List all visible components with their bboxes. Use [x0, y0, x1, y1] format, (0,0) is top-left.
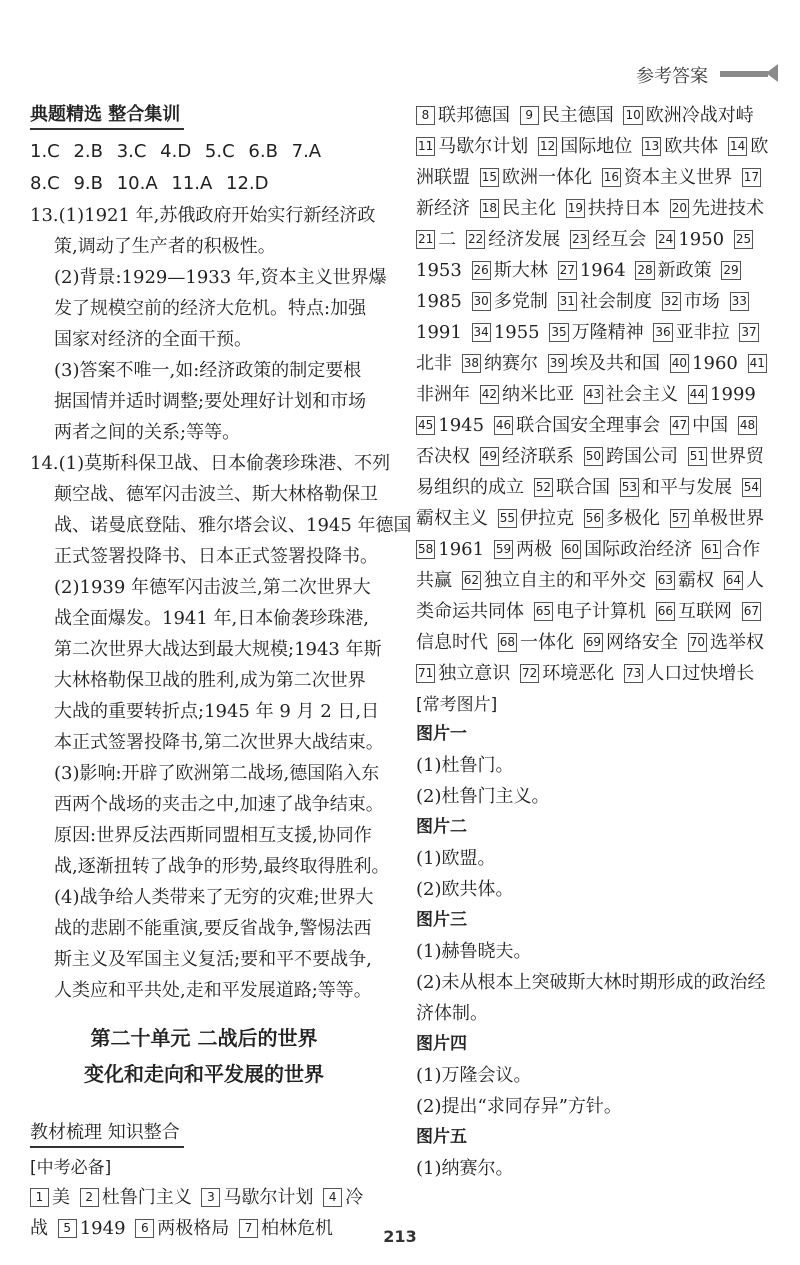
q13-line: (3)答案不唯一,如:经济政策的制定要根 [54, 360, 362, 381]
knowledge-item [662, 291, 730, 312]
q13-line: 两者之间的关系;等等。 [54, 422, 241, 443]
item-number-box: 60 [562, 540, 581, 559]
item-text: 多党制 [493, 291, 548, 312]
item-text: 1991 [416, 322, 462, 343]
item-number-box: 23 [570, 230, 589, 249]
picture-answers [416, 719, 772, 1184]
item-text: 埃及共和国 [570, 353, 661, 374]
item-number-box: 15 [480, 168, 499, 187]
item-text: 经济发展 [488, 229, 561, 250]
item-number-box: 62 [462, 571, 481, 590]
knowledge-item [520, 105, 624, 126]
picture-answer-line: (2)欧共体。 [416, 879, 514, 900]
item-text: 两极格局 [157, 1218, 230, 1239]
knowledge-item [558, 260, 636, 281]
item-text: 霸权 [678, 570, 715, 591]
knowledge-item [642, 136, 728, 157]
picture-answer-line: (1)万隆会议。 [416, 1065, 532, 1086]
item-text: 中国 [692, 415, 729, 436]
item-number-box: 68 [498, 633, 517, 652]
item-text: 国际地位 [560, 136, 633, 157]
item-text: 选举权 [710, 632, 765, 653]
picture-title: 图片五 [416, 1127, 467, 1147]
knowledge-item [624, 663, 754, 684]
knowledge-item [688, 384, 756, 405]
item-number-box: 9 [520, 106, 539, 125]
knowledge-item [623, 105, 753, 126]
item-text: 欧洲联盟 [416, 136, 769, 188]
q14-line: (4)战争给人类带来了无穷的灾难;世界大 [54, 887, 374, 908]
picture-answer-line: (1)纳赛尔。 [416, 1158, 514, 1179]
item-text: 联合国 [556, 477, 611, 498]
knowledge-item [670, 198, 764, 219]
knowledge-item [566, 198, 670, 219]
item-number-box: 72 [520, 664, 539, 683]
item-text: 环境恶化 [542, 663, 615, 684]
item-number-box: 30 [472, 292, 491, 311]
item-number-box: 64 [724, 571, 743, 590]
item-number-box: 5 [58, 1219, 77, 1238]
item-number-box: 18 [480, 199, 499, 218]
item-text: 跨国公司 [606, 446, 679, 467]
item-text: 1945 [438, 415, 485, 436]
item-number-box: 55 [498, 509, 517, 528]
knowledge-item [480, 446, 584, 467]
knowledge-item [498, 508, 584, 529]
item-text: 纳赛尔 [484, 353, 539, 374]
item-text: 单极世界 [692, 508, 765, 529]
item-text: 美 [52, 1187, 70, 1208]
knowledge-item [494, 539, 562, 560]
knowledge-item [534, 477, 620, 498]
knowledge-item [462, 570, 656, 591]
item-text: 1961 [438, 539, 485, 560]
knowledge-item [534, 601, 656, 622]
item-number-box: 24 [656, 230, 675, 249]
q14-line: 战的悲剧不能重演,要反省战争,警惕法西 [54, 918, 372, 939]
knowledge-item [462, 353, 548, 374]
q14-line: 战、诺曼底登陆、雅尔塔会议、1945 年德国 [54, 515, 412, 536]
q13-line: 国家对经济的全面干预。 [54, 329, 252, 350]
item-text: 多极化 [606, 508, 661, 529]
item-text: 和平与发展 [642, 477, 733, 498]
item-text: 霸权主义 [416, 508, 488, 529]
knowledge-item [30, 1187, 80, 1208]
knowledge-item [416, 415, 494, 436]
item-text: 万隆精神 [571, 322, 644, 343]
knowledge-item [584, 446, 688, 467]
knowledge-item [584, 508, 670, 529]
item-number-box: 4 [323, 1188, 342, 1207]
question-13 [30, 200, 387, 448]
unit-title-line-1: 第二十单元 二战后的世界 [90, 1026, 318, 1050]
item-number-box: 33 [730, 292, 749, 311]
item-number-box: 12 [538, 137, 557, 156]
knowledge-item [584, 632, 688, 653]
item-number-box: 45 [416, 416, 435, 435]
item-number-box: 67 [742, 602, 761, 621]
item-number-box: 51 [688, 447, 707, 466]
item-text: 非洲年 [416, 384, 470, 405]
item-number-box: 44 [688, 385, 707, 404]
q13-line: 13.(1)1921 年,苏俄政府开始实行新经济政 [30, 205, 376, 226]
q14-line: 大战的重要转折点;1945 年 9 月 2 日,日 [54, 701, 380, 722]
item-number-box: 73 [624, 664, 643, 683]
knowledge-item [670, 508, 764, 529]
item-text: 否决权 [416, 446, 470, 467]
knowledge-item [653, 322, 739, 343]
picture-title: 图片四 [416, 1034, 467, 1054]
item-number-box: 65 [534, 602, 553, 621]
q14-line: 正式签署投降书、日本正式签署投降书。 [54, 546, 378, 567]
q13-line: (2)背景:1929—1933 年,资本主义世界爆 [54, 267, 387, 288]
item-number-box: 11 [416, 137, 435, 156]
item-number-box: 6 [135, 1219, 154, 1238]
item-number-box: 47 [670, 416, 689, 435]
item-number-box: 14 [728, 137, 747, 156]
item-text: 一体化 [520, 632, 575, 653]
choice-answers-row-2: 8.C 9.B 10.A 11.A 12.D [30, 173, 269, 194]
picture-answer-line: (2)杜鲁门主义。 [416, 786, 550, 807]
item-number-box: 7 [239, 1219, 258, 1238]
item-number-box: 21 [416, 230, 435, 249]
knowledge-item [558, 291, 662, 312]
item-text: 纳米比亚 [502, 384, 575, 405]
item-text: 社会主义 [606, 384, 679, 405]
item-text: 世界贸易组织的成立 [416, 446, 765, 498]
item-number-box: 16 [602, 168, 621, 187]
knowledge-item [416, 105, 520, 126]
q14-line: 颠空战、德军闪击波兰、斯大林格勒保卫 [54, 484, 378, 505]
picture-title: 图片二 [416, 817, 467, 837]
q14-line: 大林格勒保卫战的胜利,成为第二次世界 [54, 670, 366, 691]
item-number-box: 70 [688, 633, 707, 652]
knowledge-item [656, 570, 724, 591]
picture-answer-line: (1)杜鲁门。 [416, 755, 514, 776]
item-text: 1955 [493, 322, 540, 343]
knowledge-item [416, 229, 466, 250]
item-text: 欧共体 [664, 136, 719, 157]
item-text: 1985 [416, 291, 462, 312]
knowledge-item [688, 632, 764, 653]
knowledge-item [570, 229, 656, 250]
knowledge-item [416, 539, 494, 560]
q14-line: 14.(1)莫斯科保卫战、日本偷袭珍珠港、不列 [30, 453, 391, 474]
item-number-box: 63 [656, 571, 675, 590]
section-title-textbook: 教材梳理 知识整合 [30, 1118, 184, 1148]
item-text: 1950 [678, 229, 725, 250]
item-text: 先进技术 [692, 198, 765, 219]
unit-title-line-2: 变化和走向和平发展的世界 [84, 1062, 324, 1086]
picture-answer-line: 济体制。 [416, 1003, 488, 1024]
item-number-box: 27 [558, 261, 577, 280]
page-number: 213 [383, 1227, 417, 1246]
picture-answer-line: (1)欧盟。 [416, 848, 496, 869]
knowledge-item [538, 136, 642, 157]
item-number-box: 69 [584, 633, 603, 652]
item-number-box: 46 [494, 416, 513, 435]
item-text: 1953 [416, 260, 462, 281]
q13-line: 据国情并适时调整;要处理好计划和市场 [54, 391, 367, 412]
item-text: 民主德国 [541, 105, 614, 126]
item-number-box: 1 [30, 1188, 49, 1207]
item-number-box: 35 [549, 323, 568, 342]
knowledge-item [494, 415, 670, 436]
knowledge-item [472, 322, 550, 343]
item-text: 杜鲁门主义 [101, 1187, 192, 1208]
item-number-box: 59 [494, 540, 513, 559]
item-number-box: 48 [738, 416, 757, 435]
item-text: 网络安全 [606, 632, 679, 653]
item-text: 马歇尔计划 [438, 136, 529, 157]
q14-line: 第二次世界大战达到最大规模;1943 年斯 [54, 639, 382, 660]
item-number-box: 43 [584, 385, 603, 404]
knowledge-item [416, 136, 538, 157]
knowledge-item [466, 229, 570, 250]
knowledge-item [670, 353, 748, 374]
header-arrow-icon [766, 64, 778, 82]
item-number-box: 61 [702, 540, 721, 559]
picture-answer-line: (1)赫鲁晓夫。 [416, 941, 532, 962]
item-number-box: 66 [656, 602, 675, 621]
item-text: 电子计算机 [556, 601, 647, 622]
picture-title: 图片三 [416, 910, 467, 930]
item-text: 斯大林 [493, 260, 548, 281]
knowledge-item [480, 167, 602, 188]
knowledge-item [498, 632, 584, 653]
item-number-box: 34 [472, 323, 491, 342]
item-text: 两极 [516, 539, 553, 560]
item-number-box: 41 [748, 354, 767, 373]
item-number-box: 52 [534, 478, 553, 497]
knowledge-item [480, 198, 566, 219]
item-number-box: 32 [662, 292, 681, 311]
item-text: 市场 [683, 291, 720, 312]
knowledge-item [472, 291, 558, 312]
item-text: 社会制度 [579, 291, 652, 312]
knowledge-item [80, 1187, 202, 1208]
item-number-box: 20 [670, 199, 689, 218]
item-text: 人口过快增长 [646, 663, 755, 684]
item-text: 互联网 [678, 601, 733, 622]
item-number-box: 10 [623, 106, 642, 125]
item-text: 1960 [692, 353, 738, 374]
item-text: 伊拉克 [520, 508, 575, 529]
item-text: 新政策 [657, 260, 712, 281]
item-number-box: 37 [739, 323, 758, 342]
item-number-box: 71 [416, 664, 435, 683]
item-text: 冷战 [30, 1187, 364, 1239]
item-number-box: 57 [670, 509, 689, 528]
knowledge-item [635, 260, 721, 281]
knowledge-item [201, 1187, 323, 1208]
item-text: 经互会 [592, 229, 647, 250]
item-number-box: 39 [548, 354, 567, 373]
item-number-box: 36 [653, 323, 672, 342]
item-number-box: 40 [670, 354, 689, 373]
item-text: 信息时代 [416, 632, 488, 653]
knowledge-item [562, 539, 702, 560]
item-number-box: 13 [642, 137, 661, 156]
knowledge-item [472, 260, 558, 281]
item-number-box: 54 [742, 478, 761, 497]
header-label: 参考答案 [636, 66, 708, 87]
item-number-box: 17 [742, 168, 761, 187]
knowledge-item [656, 229, 734, 250]
item-text: 联合国安全理事会 [516, 415, 661, 436]
q14-line: 西两个战场的夹击之中,加速了战争结束。 [54, 794, 384, 815]
item-text: 马歇尔计划 [223, 1187, 314, 1208]
q14-line: 战,逐渐扭转了战争的形势,最终取得胜利。 [54, 856, 390, 877]
item-text: 联邦德国 [438, 105, 510, 126]
must-prepare-tag: [中考必备] [30, 1158, 112, 1178]
q14-line: 斯主义及军国主义复活;要和平不要战争, [54, 949, 372, 970]
item-text: 柏林危机 [261, 1218, 334, 1239]
q13-line: 策,调动了生产者的积极性。 [54, 236, 276, 257]
q14-line: 原因:世界反法西斯同盟相互支援,协同作 [54, 825, 372, 846]
q14-line: 本正式签署投降书,第二次世界大战结束。 [54, 732, 384, 753]
knowledge-item [584, 384, 688, 405]
knowledge-item [620, 477, 742, 498]
item-number-box: 38 [462, 354, 481, 373]
item-text: 扶持日本 [588, 198, 661, 219]
item-number-box: 19 [566, 199, 585, 218]
knowledge-item [656, 601, 742, 622]
knowledge-items-right [416, 100, 772, 689]
item-text: 二 [438, 229, 457, 250]
item-text: 合作共赢 [416, 539, 761, 591]
q13-line: 发了规模空前的经济大危机。特点:加强 [54, 298, 367, 319]
picture-answer-line: (2)未从根本上突破斯大林时期形成的政治经 [416, 972, 766, 993]
item-number-box: 28 [635, 261, 654, 280]
item-text: 资本主义世界 [624, 167, 733, 188]
item-text: 国际政治经济 [584, 539, 693, 560]
q14-line: (2)1939 年德军闪击波兰,第二次世界大 [54, 577, 371, 598]
header-bar-decoration [720, 71, 768, 77]
item-text: 亚非拉 [675, 322, 730, 343]
knowledge-item [480, 384, 584, 405]
knowledge-item [670, 415, 738, 436]
knowledge-item [416, 663, 520, 684]
item-number-box: 22 [466, 230, 485, 249]
question-14 [30, 448, 412, 1006]
q14-line: (3)影响:开辟了欧洲第二战场,德国陷入东 [54, 763, 380, 784]
item-number-box: 56 [584, 509, 603, 528]
item-text: 欧洲一体化 [502, 167, 593, 188]
picture-answer-line: (2)提出“求同存异”方针。 [416, 1096, 622, 1117]
right-column [416, 100, 772, 1184]
section-title-typical: 典题精选 整合集训 [30, 100, 184, 130]
item-number-box: 49 [480, 447, 499, 466]
item-number-box: 50 [584, 447, 603, 466]
knowledge-item [548, 353, 670, 374]
item-text: 民主化 [502, 198, 557, 219]
item-number-box: 58 [416, 540, 435, 559]
picture-title: 图片一 [416, 724, 467, 744]
item-text: 1949 [79, 1218, 126, 1239]
item-text: 新经济 [416, 198, 470, 219]
item-text: 1964 [579, 260, 626, 281]
item-text: 欧洲冷战对峙 [645, 105, 754, 126]
item-number-box: 31 [558, 292, 577, 311]
item-number-box: 29 [721, 261, 740, 280]
item-number-box: 2 [80, 1188, 99, 1207]
item-number-box: 26 [472, 261, 491, 280]
item-number-box: 3 [201, 1188, 220, 1207]
knowledge-item [602, 167, 742, 188]
item-text: 北非 [416, 353, 452, 374]
q14-line: 人类应和平共处,走和平发展道路;等等。 [54, 980, 372, 1001]
common-pictures-tag: [常考图片] [416, 695, 498, 715]
item-number-box: 25 [734, 230, 753, 249]
q14-line: 战全面爆发。1941 年,日本偷袭珍珠港, [54, 608, 369, 629]
knowledge-item [549, 322, 653, 343]
item-text: 独立意识 [438, 663, 511, 684]
item-text: 经济联系 [502, 446, 575, 467]
item-number-box: 53 [620, 478, 639, 497]
item-number-box: 8 [416, 106, 435, 125]
item-text: 人类命运共同体 [416, 570, 765, 622]
knowledge-item [520, 663, 624, 684]
item-number-box: 42 [480, 385, 499, 404]
item-text: 独立自主的和平外交 [484, 570, 647, 591]
choice-answers-row-1: 1.C 2.B 3.C 4.D 5.C 6.B 7.A [30, 141, 322, 162]
item-text: 1999 [710, 384, 756, 405]
